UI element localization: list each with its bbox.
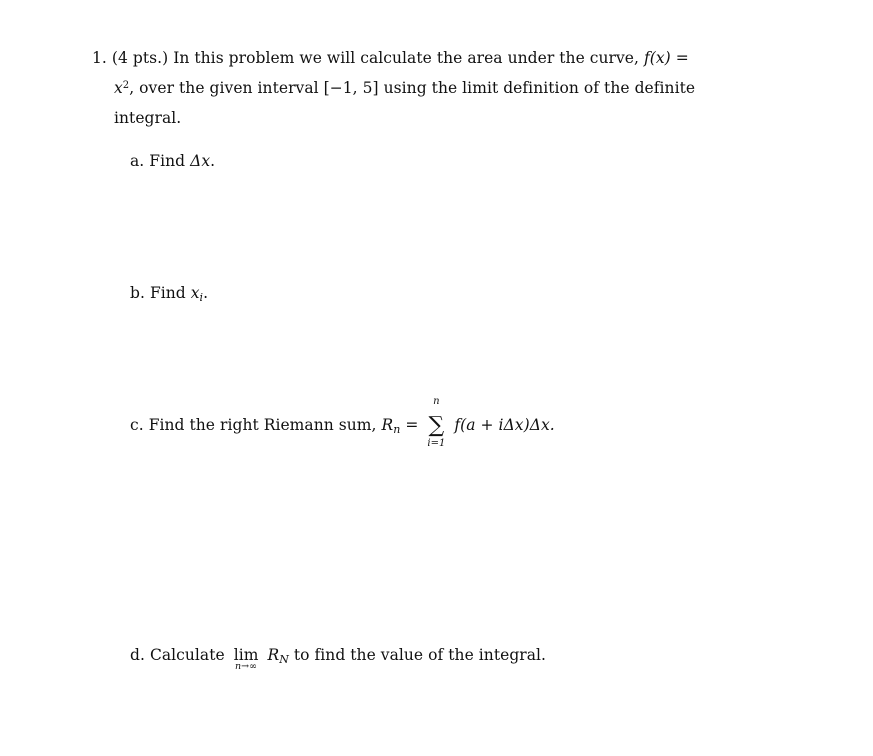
interval-value: [−1, 5]: [323, 79, 379, 97]
part-d: [130, 645, 546, 670]
problem-text-interval-lead: , over the given interval: [129, 79, 319, 97]
part-d-text-lead: Calculate: [149, 646, 225, 664]
part-b-variable: x: [190, 284, 200, 302]
limit-notation: [233, 645, 259, 672]
problem-line-3: [114, 108, 181, 128]
problem-text-end: integral.: [114, 109, 182, 127]
summation-lower-limit: i=1: [427, 438, 446, 449]
problem-line-2: [114, 78, 695, 98]
summation-icon: ∑: [428, 413, 445, 438]
part-b-period: .: [203, 284, 209, 302]
part-a-label: a.: [130, 152, 145, 170]
part-c-label: c.: [130, 416, 144, 434]
part-c: [130, 396, 555, 449]
equals-sign: =: [405, 416, 419, 434]
part-b-text: Find: [149, 284, 186, 302]
function-variable: x: [114, 79, 123, 97]
part-a-text: Find: [149, 152, 186, 170]
part-d-label: d.: [130, 646, 145, 664]
summation-notation: [425, 396, 447, 449]
problem-number: 1.: [92, 49, 107, 67]
riemann-sum-symbol: R: [381, 416, 394, 434]
limit-operator: lim: [233, 646, 259, 664]
part-c-text: Find the right Riemann sum,: [148, 416, 377, 434]
part-b: [130, 283, 208, 308]
problem-intro: In this problem we will calculate the area under the curve,: [173, 49, 640, 67]
problem-text-interval-tail: using the limit definition of the definite: [383, 79, 696, 97]
part-a: [130, 151, 215, 171]
part-d-text-tail: to find the value of the integral.: [293, 646, 547, 664]
limit-target-subscript: N: [279, 653, 289, 666]
limit-target-symbol: R: [267, 646, 280, 664]
limit-subscript: n→∞: [235, 661, 258, 672]
summation-upper-limit: n: [433, 396, 440, 407]
summand-expression: f(a + iΔx)Δx.: [454, 416, 555, 434]
problem-points: (4 pts.): [111, 49, 169, 67]
part-b-label: b.: [130, 284, 145, 302]
part-b-subscript: i: [199, 291, 204, 304]
problem-line-1: [92, 48, 689, 68]
riemann-sum-subscript: n: [393, 423, 401, 436]
part-a-period: .: [210, 152, 216, 170]
part-a-expression: Δx: [190, 152, 211, 170]
function-exponent: 2: [122, 80, 130, 91]
function-label: f(x) =: [644, 49, 689, 67]
